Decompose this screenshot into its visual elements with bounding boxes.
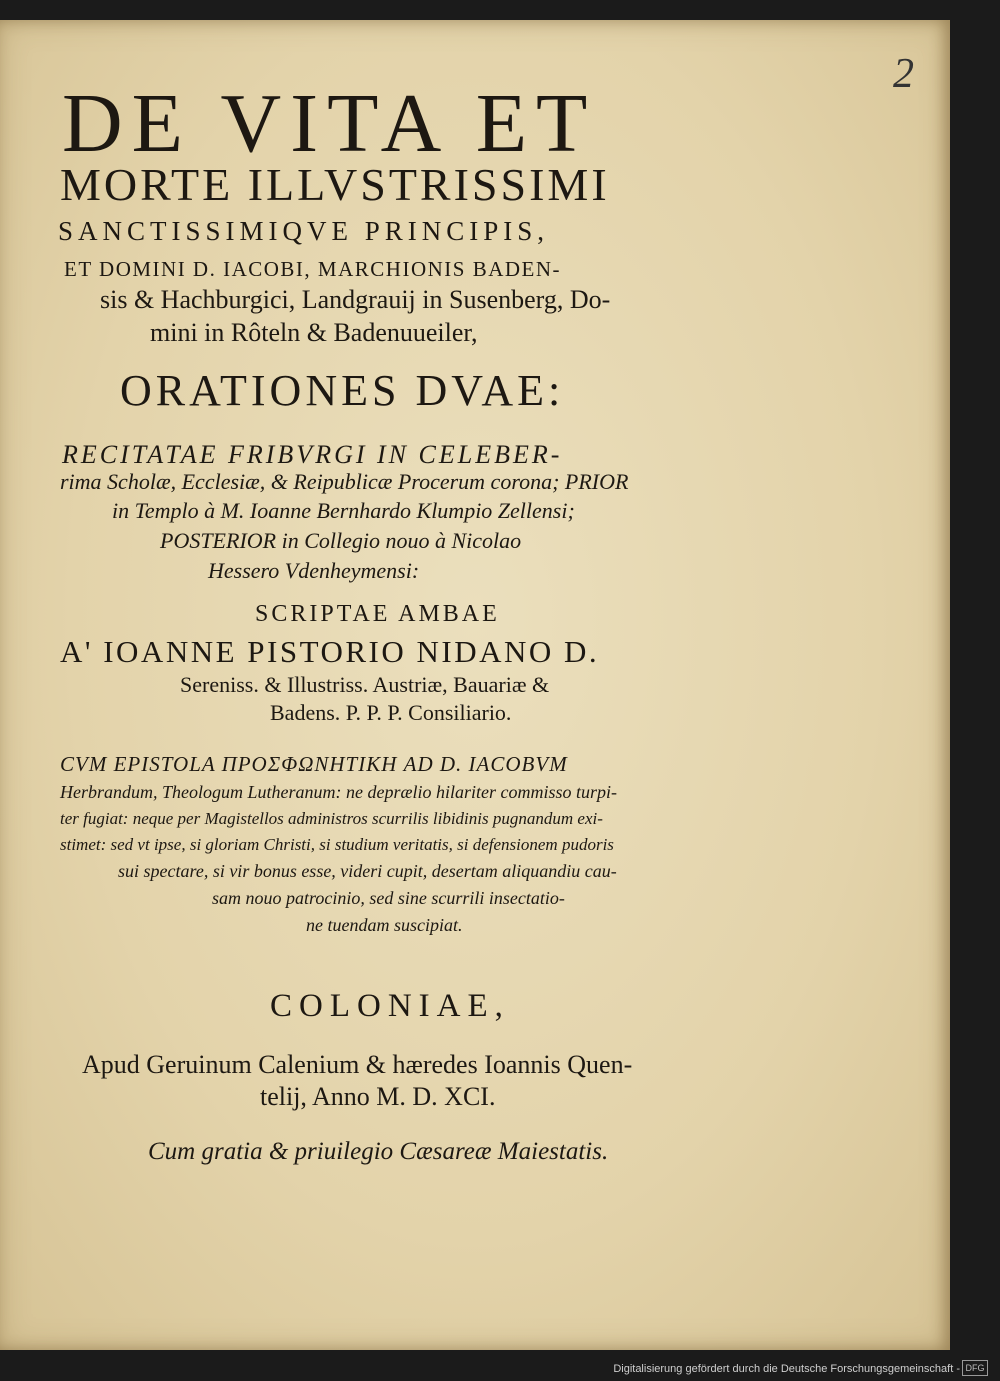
privilege-line: Cum gratia & priuilegio Cæsareæ Maiestatis. [148, 1138, 609, 1165]
imprint-line-1: Apud Geruinum Calenium & hæredes Ioannis Quen- [82, 1050, 633, 1079]
recitation-line-5: Hessero Vdenheymensi: [208, 558, 420, 583]
title-line-5: sis & Hachburgici, Landgrauij in Susenberg, Do- [100, 285, 611, 314]
title-line-6: mini in Rôteln & Badenuueiler, [150, 318, 478, 347]
epistle-line-2: Herbrandum, Theologum Lutheranum: ne deprælio hilariter commisso turpi- [60, 782, 617, 802]
author-line-1: SCRIPTAE AMBAE [255, 601, 500, 627]
title-line-1: DE VITA ET [62, 77, 597, 170]
author-line-4: Badens. P. P. P. Consiliario. [270, 700, 512, 725]
author-line-3: Sereniss. & Illustriss. Austriæ, Bauariæ & [180, 672, 550, 697]
digitization-credit: Digitalisierung gefördert durch die Deutsche Forschungsgemeinschaft - [613, 1363, 960, 1375]
title-line-2: MORTE ILLVSTRISSIMI [60, 159, 610, 210]
recitation-line-3: in Templo à M. Ioanne Bernhardo Klumpio Zellensi; [112, 498, 575, 523]
folio-number: 2 [893, 51, 914, 97]
imprint-city: COLONIAE, [270, 988, 510, 1024]
subtitle: ORATIONES DVAE: [120, 366, 565, 415]
author-line-2: A' IOANNE PISTORIO NIDANO D. [60, 634, 600, 669]
recitation-line-2: rima Scholæ, Ecclesiæ, & Reipublicæ Procerum corona; PRIOR [60, 469, 629, 494]
epistle-line-5: sui spectare, si vir bonus esse, videri cupit, desertam aliquandiu cau- [118, 861, 617, 881]
epistle-line-6: sam nouo patrocinio, sed sine scurrili insectatio- [212, 888, 565, 908]
recitation-line-4: POSTERIOR in Collegio nouo à Nicolao [160, 528, 522, 553]
title-line-3: SANCTISSIMIQVE PRINCIPIS, [58, 216, 550, 246]
title-line-4: ET DOMINI D. IACOBI, MARCHIONIS BADEN- [64, 257, 562, 281]
epistle-line-7: ne tuendam suscipiat. [306, 915, 463, 935]
recitation-line-1: RECITATAE FRIBVRGI IN CELEBER- [62, 440, 563, 469]
epistle-line-1: CVM EPISTOLA ΠΡΟΣΦΩΝΗΤΙΚΗ AD D. IACOBVM [60, 752, 568, 776]
imprint-line-2: telij, Anno M. D. XCI. [260, 1082, 496, 1111]
book-page [0, 20, 950, 1350]
epistle-line-4: stimet: sed vt ipse, si gloriam Christi, si studium veritatis, si defensionem pudoris [60, 835, 614, 854]
dfg-logo: DFG [962, 1360, 988, 1376]
epistle-line-3: ter fugiat: neque per Magistellos administros scurrilis libidinis pugnandum exi- [60, 809, 603, 828]
